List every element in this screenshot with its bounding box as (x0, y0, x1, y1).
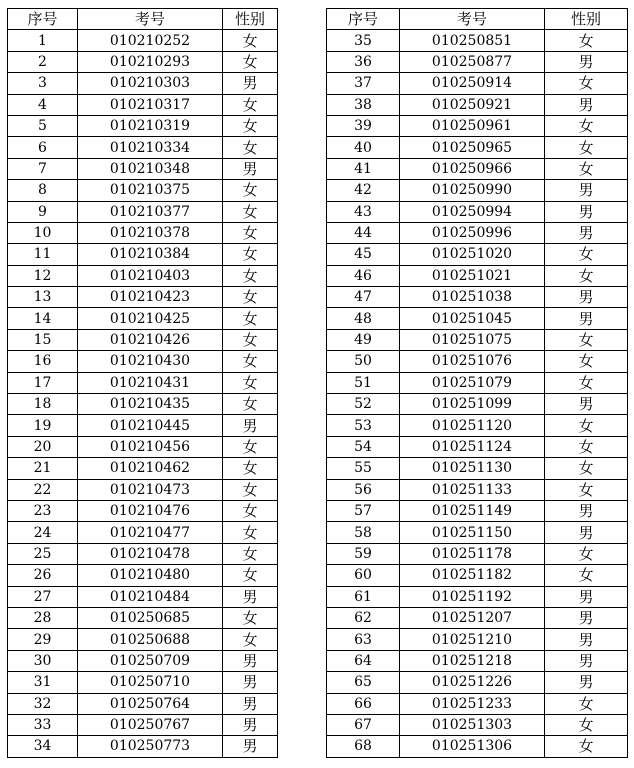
table-row (327, 436, 628, 457)
cell-index: 23 (8, 500, 78, 521)
cell-exam-id: 010210477 (78, 522, 223, 543)
cell-exam-id: 010251226 (400, 672, 545, 693)
cell-sex: 男 (545, 94, 628, 115)
cell-sex: 女 (545, 714, 628, 735)
cell-sex: 女 (223, 372, 278, 393)
cell-sex: 女 (545, 30, 628, 51)
cell-sex: 男 (545, 607, 628, 628)
roster-body-left (8, 30, 278, 757)
cell-exam-id: 010210252 (78, 30, 223, 51)
table-row (8, 372, 278, 393)
table-row (327, 607, 628, 628)
cell-index: 37 (327, 73, 400, 94)
cell-sex: 女 (545, 736, 628, 757)
cell-sex: 女 (545, 543, 628, 564)
cell-sex: 男 (545, 586, 628, 607)
cell-exam-id: 010251178 (400, 543, 545, 564)
header-sex: 性别 (223, 9, 278, 30)
table-row (8, 394, 278, 415)
cell-index: 51 (327, 372, 400, 393)
cell-exam-id: 010251075 (400, 329, 545, 350)
cell-exam-id: 010210334 (78, 137, 223, 158)
cell-exam-id: 010210403 (78, 265, 223, 286)
cell-sex: 女 (545, 372, 628, 393)
table-row (327, 672, 628, 693)
table-row (8, 329, 278, 350)
cell-exam-id: 010210317 (78, 94, 223, 115)
cell-exam-id: 010251133 (400, 479, 545, 500)
cell-exam-id: 010210293 (78, 51, 223, 72)
table-row (327, 30, 628, 51)
cell-index: 50 (327, 351, 400, 372)
cell-exam-id: 010251150 (400, 522, 545, 543)
cell-sex: 女 (223, 351, 278, 372)
table-row (8, 201, 278, 222)
cell-index: 6 (8, 137, 78, 158)
table-row (8, 736, 278, 757)
cell-index: 13 (8, 287, 78, 308)
cell-sex: 女 (223, 94, 278, 115)
cell-exam-id: 010250996 (400, 222, 545, 243)
cell-exam-id: 010210431 (78, 372, 223, 393)
roster-body-right (327, 30, 628, 757)
cell-exam-id: 010251130 (400, 458, 545, 479)
table-row (8, 222, 278, 243)
cell-sex: 男 (545, 650, 628, 671)
cell-index: 52 (327, 394, 400, 415)
cell-index: 4 (8, 94, 78, 115)
cell-index: 29 (8, 629, 78, 650)
cell-exam-id: 010251303 (400, 714, 545, 735)
cell-exam-id: 010210473 (78, 479, 223, 500)
table-row (327, 158, 628, 179)
table-row (8, 30, 278, 51)
table-row (327, 372, 628, 393)
cell-sex: 男 (545, 522, 628, 543)
header-index: 序号 (8, 9, 78, 30)
cell-index: 26 (8, 565, 78, 586)
cell-index: 36 (327, 51, 400, 72)
cell-sex: 女 (545, 158, 628, 179)
cell-sex: 女 (545, 115, 628, 136)
cell-index: 66 (327, 693, 400, 714)
cell-exam-id: 010210478 (78, 543, 223, 564)
table-row (327, 329, 628, 350)
cell-exam-id: 010250990 (400, 180, 545, 201)
cell-index: 41 (327, 158, 400, 179)
cell-exam-id: 010250921 (400, 94, 545, 115)
cell-index: 44 (327, 222, 400, 243)
cell-index: 34 (8, 736, 78, 757)
cell-index: 40 (327, 137, 400, 158)
cell-exam-id: 010251210 (400, 629, 545, 650)
cell-index: 42 (327, 180, 400, 201)
cell-index: 7 (8, 158, 78, 179)
cell-sex: 女 (223, 543, 278, 564)
cell-index: 12 (8, 265, 78, 286)
roster-table-left (7, 8, 278, 758)
cell-sex: 男 (545, 629, 628, 650)
cell-sex: 女 (223, 51, 278, 72)
table-row (8, 479, 278, 500)
cell-exam-id: 010210426 (78, 329, 223, 350)
cell-index: 18 (8, 394, 78, 415)
table-row (8, 586, 278, 607)
cell-sex: 男 (223, 415, 278, 436)
table-row (8, 351, 278, 372)
cell-index: 11 (8, 244, 78, 265)
cell-index: 65 (327, 672, 400, 693)
table-row (327, 565, 628, 586)
cell-index: 57 (327, 500, 400, 521)
cell-sex: 女 (223, 115, 278, 136)
cell-sex: 男 (545, 308, 628, 329)
cell-index: 31 (8, 672, 78, 693)
cell-exam-id: 010250851 (400, 30, 545, 51)
cell-exam-id: 010250764 (78, 693, 223, 714)
table-row (327, 180, 628, 201)
cell-exam-id: 010210348 (78, 158, 223, 179)
cell-sex: 女 (223, 394, 278, 415)
cell-index: 10 (8, 222, 78, 243)
cell-index: 17 (8, 372, 78, 393)
cell-sex: 男 (223, 586, 278, 607)
table-row (327, 308, 628, 329)
cell-sex: 男 (545, 180, 628, 201)
table-row (327, 543, 628, 564)
cell-exam-id: 010251021 (400, 265, 545, 286)
cell-sex: 男 (223, 650, 278, 671)
cell-sex: 女 (545, 479, 628, 500)
cell-index: 46 (327, 265, 400, 286)
cell-exam-id: 010251124 (400, 436, 545, 457)
cell-index: 67 (327, 714, 400, 735)
header-sex: 性别 (545, 9, 628, 30)
header-row (327, 9, 628, 30)
cell-index: 49 (327, 329, 400, 350)
cell-index: 43 (327, 201, 400, 222)
cell-exam-id: 010210445 (78, 415, 223, 436)
cell-exam-id: 010210319 (78, 115, 223, 136)
cell-exam-id: 010250965 (400, 137, 545, 158)
table-row (327, 650, 628, 671)
table-row (8, 543, 278, 564)
cell-exam-id: 010210456 (78, 436, 223, 457)
table-row (8, 522, 278, 543)
table-row (8, 115, 278, 136)
cell-sex: 女 (545, 244, 628, 265)
cell-sex: 女 (545, 458, 628, 479)
table-row (8, 714, 278, 735)
cell-exam-id: 010210378 (78, 222, 223, 243)
cell-exam-id: 010250709 (78, 650, 223, 671)
cell-index: 68 (327, 736, 400, 757)
table-row (327, 51, 628, 72)
cell-sex: 女 (223, 308, 278, 329)
cell-index: 48 (327, 308, 400, 329)
cell-index: 60 (327, 565, 400, 586)
table-row (8, 693, 278, 714)
cell-index: 32 (8, 693, 78, 714)
cell-index: 21 (8, 458, 78, 479)
cell-sex: 男 (223, 158, 278, 179)
cell-sex: 男 (545, 51, 628, 72)
table-row (8, 607, 278, 628)
cell-sex: 男 (223, 672, 278, 693)
table-row (8, 415, 278, 436)
table-row (327, 693, 628, 714)
cell-sex: 女 (223, 522, 278, 543)
cell-index: 28 (8, 607, 78, 628)
cell-exam-id: 010210377 (78, 201, 223, 222)
cell-exam-id: 010251038 (400, 287, 545, 308)
cell-index: 59 (327, 543, 400, 564)
cell-index: 47 (327, 287, 400, 308)
cell-exam-id: 010250685 (78, 607, 223, 628)
table-row (327, 201, 628, 222)
cell-exam-id: 010251149 (400, 500, 545, 521)
cell-exam-id: 010210480 (78, 565, 223, 586)
cell-sex: 女 (223, 607, 278, 628)
table-row (8, 629, 278, 650)
cell-sex: 女 (223, 629, 278, 650)
table-row (8, 51, 278, 72)
cell-sex: 女 (223, 222, 278, 243)
cell-exam-id: 010250966 (400, 158, 545, 179)
cell-sex: 女 (223, 180, 278, 201)
cell-index: 56 (327, 479, 400, 500)
cell-sex: 女 (223, 565, 278, 586)
cell-index: 3 (8, 73, 78, 94)
cell-exam-id: 010251020 (400, 244, 545, 265)
cell-exam-id: 010210476 (78, 500, 223, 521)
table-row (327, 265, 628, 286)
cell-index: 24 (8, 522, 78, 543)
table-row (8, 73, 278, 94)
table-row (8, 308, 278, 329)
cell-sex: 女 (223, 265, 278, 286)
cell-sex: 女 (545, 693, 628, 714)
cell-sex: 男 (223, 693, 278, 714)
table-row (327, 73, 628, 94)
cell-sex: 女 (223, 244, 278, 265)
cell-exam-id: 010250914 (400, 73, 545, 94)
cell-index: 8 (8, 180, 78, 201)
cell-index: 15 (8, 329, 78, 350)
header-index: 序号 (327, 9, 400, 30)
table-row (327, 714, 628, 735)
table-row (327, 351, 628, 372)
cell-index: 20 (8, 436, 78, 457)
cell-exam-id: 010251045 (400, 308, 545, 329)
table-row (8, 672, 278, 693)
cell-index: 45 (327, 244, 400, 265)
cell-sex: 男 (545, 201, 628, 222)
cell-index: 38 (327, 94, 400, 115)
header-row (8, 9, 278, 30)
cell-sex: 男 (223, 736, 278, 757)
cell-index: 27 (8, 586, 78, 607)
cell-exam-id: 010210303 (78, 73, 223, 94)
cell-sex: 男 (545, 394, 628, 415)
cell-exam-id: 010250994 (400, 201, 545, 222)
cell-exam-id: 010210423 (78, 287, 223, 308)
cell-index: 35 (327, 30, 400, 51)
cell-exam-id: 010210384 (78, 244, 223, 265)
cell-exam-id: 010210435 (78, 394, 223, 415)
cell-exam-id: 010251192 (400, 586, 545, 607)
cell-exam-id: 010251207 (400, 607, 545, 628)
table-row (327, 115, 628, 136)
table-row (327, 629, 628, 650)
cell-sex: 男 (223, 714, 278, 735)
cell-exam-id: 010250710 (78, 672, 223, 693)
cell-exam-id: 010251182 (400, 565, 545, 586)
cell-exam-id: 010210425 (78, 308, 223, 329)
cell-sex: 女 (223, 30, 278, 51)
table-row (8, 94, 278, 115)
cell-exam-id: 010250767 (78, 714, 223, 735)
table-row (327, 394, 628, 415)
table-row (327, 500, 628, 521)
cell-index: 53 (327, 415, 400, 436)
table-row (8, 244, 278, 265)
cell-exam-id: 010251306 (400, 736, 545, 757)
cell-index: 9 (8, 201, 78, 222)
cell-sex: 女 (223, 329, 278, 350)
cell-sex: 男 (223, 73, 278, 94)
cell-index: 55 (327, 458, 400, 479)
cell-index: 39 (327, 115, 400, 136)
cell-exam-id: 010251076 (400, 351, 545, 372)
cell-index: 30 (8, 650, 78, 671)
table-row (327, 94, 628, 115)
cell-index: 62 (327, 607, 400, 628)
cell-sex: 男 (545, 500, 628, 521)
table-row (327, 222, 628, 243)
cell-index: 16 (8, 351, 78, 372)
cell-exam-id: 010210462 (78, 458, 223, 479)
cell-exam-id: 010251079 (400, 372, 545, 393)
cell-sex: 女 (545, 265, 628, 286)
table-row (8, 265, 278, 286)
cell-sex: 女 (545, 73, 628, 94)
table-row (327, 287, 628, 308)
table-row (8, 436, 278, 457)
cell-sex: 女 (545, 137, 628, 158)
cell-exam-id: 010251218 (400, 650, 545, 671)
header-exam-id: 考号 (400, 9, 545, 30)
cell-sex: 女 (223, 436, 278, 457)
cell-index: 61 (327, 586, 400, 607)
table-row (8, 500, 278, 521)
table-row (8, 137, 278, 158)
cell-exam-id: 010250877 (400, 51, 545, 72)
table-row (8, 458, 278, 479)
table-row (327, 522, 628, 543)
cell-index: 54 (327, 436, 400, 457)
header-exam-id: 考号 (78, 9, 223, 30)
cell-sex: 女 (545, 415, 628, 436)
table-row (8, 180, 278, 201)
cell-sex: 男 (545, 672, 628, 693)
cell-sex: 女 (545, 436, 628, 457)
cell-sex: 女 (223, 287, 278, 308)
table-row (327, 415, 628, 436)
cell-index: 14 (8, 308, 78, 329)
cell-sex: 男 (545, 287, 628, 308)
cell-sex: 女 (223, 137, 278, 158)
table-row (8, 650, 278, 671)
cell-exam-id: 010210484 (78, 586, 223, 607)
cell-exam-id: 010250688 (78, 629, 223, 650)
table-row (327, 586, 628, 607)
table-row (327, 736, 628, 757)
cell-index: 58 (327, 522, 400, 543)
table-row (327, 479, 628, 500)
table-row (327, 458, 628, 479)
cell-exam-id: 010251099 (400, 394, 545, 415)
table-row (8, 287, 278, 308)
cell-exam-id: 010210430 (78, 351, 223, 372)
cell-exam-id: 010251120 (400, 415, 545, 436)
cell-index: 63 (327, 629, 400, 650)
roster-table-right (326, 8, 628, 758)
cell-index: 2 (8, 51, 78, 72)
cell-index: 5 (8, 115, 78, 136)
table-row (327, 244, 628, 265)
cell-exam-id: 010250773 (78, 736, 223, 757)
table-row (327, 137, 628, 158)
cell-index: 1 (8, 30, 78, 51)
cell-exam-id: 010250961 (400, 115, 545, 136)
cell-sex: 女 (545, 351, 628, 372)
cell-exam-id: 010251233 (400, 693, 545, 714)
cell-sex: 女 (223, 458, 278, 479)
cell-sex: 女 (223, 479, 278, 500)
cell-index: 22 (8, 479, 78, 500)
cell-index: 33 (8, 714, 78, 735)
table-row (8, 565, 278, 586)
cell-sex: 女 (545, 565, 628, 586)
cell-sex: 女 (223, 500, 278, 521)
cell-index: 25 (8, 543, 78, 564)
cell-index: 64 (327, 650, 400, 671)
cell-sex: 男 (545, 222, 628, 243)
cell-sex: 女 (545, 329, 628, 350)
cell-index: 19 (8, 415, 78, 436)
table-row (8, 158, 278, 179)
cell-exam-id: 010210375 (78, 180, 223, 201)
cell-sex: 女 (223, 201, 278, 222)
